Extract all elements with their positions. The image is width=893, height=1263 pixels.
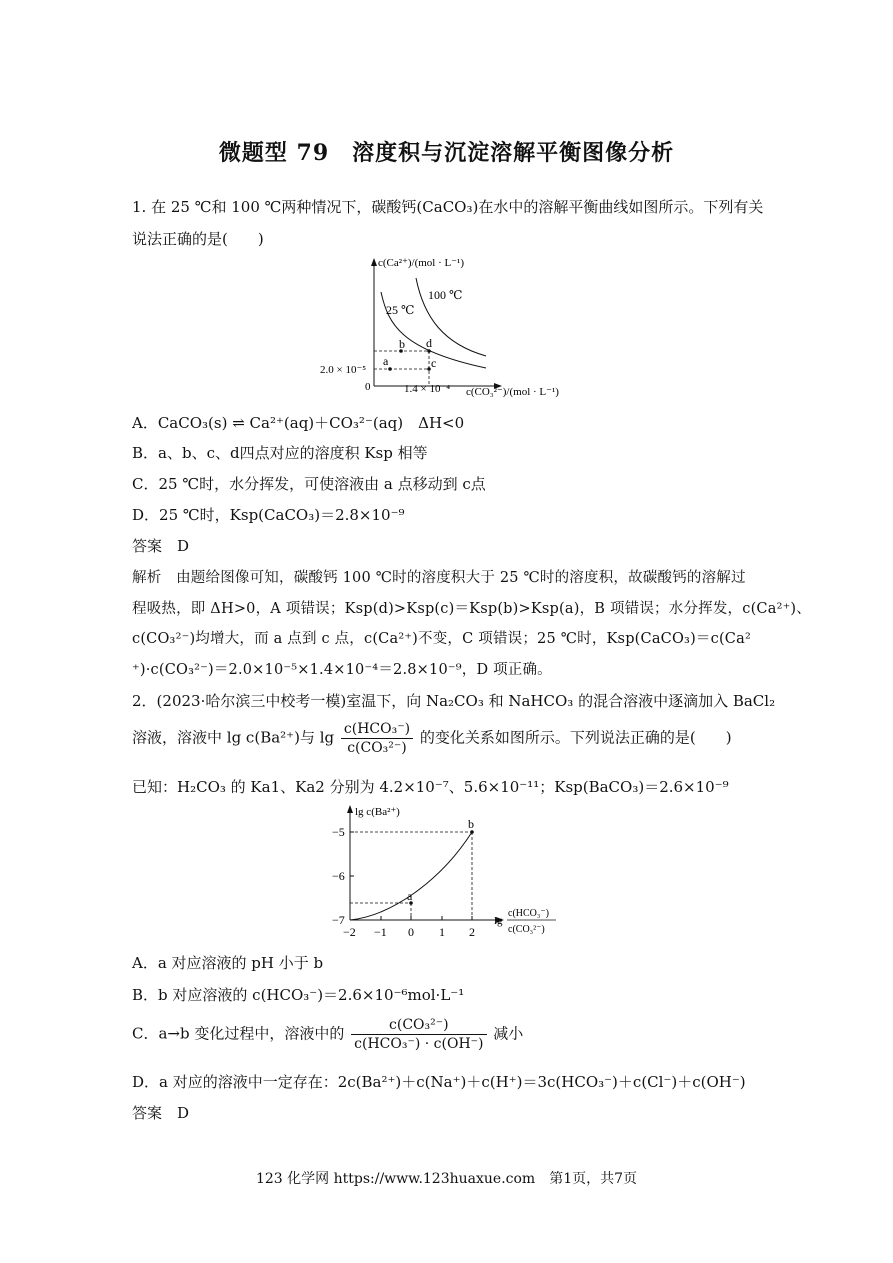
q2-option-d: D．a 对应的溶液中一定存在：2c(Ba²⁺)＋c(Na⁺)＋c(H⁺)＝3c(HCO₃⁻)＋c(Cl⁻)＋c(OH⁻) (132, 1073, 746, 1091)
q1-stem-line1: 1. 在 25 ℃和 100 ℃两种情况下，碳酸钙(CaCO₃)在水中的溶解平衡曲线如图所示。下列有关 (132, 198, 764, 216)
q2-y-arrow (347, 805, 353, 813)
q1-x-tick-label: 1.4 × 10⁻⁴ (404, 383, 451, 395)
q1-y-axis-label: c(Ca²⁺)/(mol · L⁻¹) (378, 257, 465, 269)
q2-label-a: a (407, 889, 413, 903)
q2-stem-line2 (132, 720, 732, 757)
q1-y-arrow (371, 258, 377, 266)
q1-label-c: c (431, 356, 437, 370)
q1-option-b: B．a、b、c、d四点对应的溶度积 Ksp 相等 (132, 444, 428, 462)
q2-stem-numerator: c(HCO₃⁻) (341, 720, 413, 739)
q2-option-c (132, 1016, 523, 1053)
q1-stem-line2: 说法正确的是( ) (132, 230, 264, 248)
q2-known: 已知：H₂CO₃ 的 Ka1、Ka2 分别为 4.2×10⁻⁷、5.6×10⁻¹¹；Ksp(BaCO₃)＝2.6×10⁻⁹ (132, 778, 729, 796)
q2-curve (350, 832, 472, 920)
q2-optc-denominator: c(HCO₃⁻) · c(OH⁻) (354, 1036, 484, 1052)
q2-ytick-3: −7 (332, 913, 345, 927)
q1-solubility-chart (316, 252, 584, 402)
q2-label-b: b (468, 817, 474, 831)
q2-x-axis-label-lg: lg (494, 915, 503, 927)
q1-option-a: A．CaCO₃(s) ⇌ Ca²⁺(aq)＋CO₃²⁻(aq) ΔH<0 (132, 414, 465, 432)
q2-optc-pre: C．a→b 变化过程中，溶液中的 (132, 1024, 345, 1043)
q2-ytick-1: −5 (332, 825, 345, 839)
q2-stem-denominator: c(CO₃²⁻) (347, 740, 407, 756)
q2-xtick-3: 0 (408, 925, 414, 939)
q2-y-axis-label: lg c(Ba²⁺) (355, 806, 400, 818)
q1-analysis-line4: ⁺)·c(CO₃²⁻)＝2.0×10⁻⁵×1.4×10⁻⁴＝2.8×10⁻⁹，D 项正确。 (132, 662, 552, 678)
q1-point-a (388, 367, 392, 371)
page-footer: 123 化学网 https://www.123huaxue.com 第1页，共7页 (255, 1171, 638, 1187)
q2-x-axis-label-num: c(HCO₃⁻) (508, 908, 549, 919)
q2-optc-fraction (351, 1016, 486, 1053)
q2-xtick-5: 2 (469, 925, 475, 939)
q2-stem-pre: 溶液，溶液中 lg c(Ba²⁺)与 lg (132, 728, 335, 747)
q2-option-b: B．b 对应溶液的 c(HCO₃⁻)＝2.6×10⁻⁶mol·L⁻¹ (132, 986, 465, 1004)
q1-origin-label: 0 (365, 381, 371, 393)
q2-stem-post: 的变化关系如图所示。下列说法正确的是( ) (419, 728, 732, 747)
q2-xtick-4: 1 (439, 925, 445, 939)
q1-answer: 答案 D (132, 537, 190, 555)
q2-lg-chart (330, 802, 570, 942)
q1-curve-label-25: 25 ℃ (386, 303, 415, 317)
q1-label-a: a (383, 354, 389, 368)
q2-option-a: A．a 对应溶液的 pH 小于 b (132, 954, 324, 972)
q1-analysis-line2: 程吸热，即 ΔH>0，A 项错误；Ksp(d)>Ksp(c)＝Ksp(b)>Ksp(a)，B 项错误；水分挥发，c(Ca²⁺)、 (132, 601, 811, 617)
q2-stem-fraction (341, 720, 413, 757)
q2-xtick-1: −2 (343, 925, 356, 939)
q2-xtick-2: −1 (374, 925, 387, 939)
q1-option-d: D．25 ℃时，Ksp(CaCO₃)＝2.8×10⁻⁹ (132, 506, 405, 524)
q1-label-d: d (426, 336, 432, 350)
page-title: 微题型 79 溶度积与沉淀溶解平衡图像分析 (218, 140, 675, 166)
q1-label-b: b (399, 337, 405, 351)
q2-answer: 答案 D (132, 1104, 190, 1122)
q2-ytick-2: −6 (332, 869, 345, 883)
q1-analysis-line3: c(CO₃²⁻)均增大，而 a 点到 c 点，c(Ca²⁺)不变，C 项错误；25 ℃时，Ksp(CaCO₃)＝c(Ca² (132, 631, 751, 647)
q1-x-axis-label: c(CO₃²⁻)/(mol · L⁻¹) (466, 386, 559, 398)
q1-curve-label-100: 100 ℃ (428, 288, 463, 302)
q2-optc-post: 减小 (493, 1024, 524, 1043)
q1-y-tick-label: 2.0 × 10⁻⁵ (320, 364, 367, 376)
q1-option-c: C．25 ℃时，水分挥发，可使溶液由 a 点移动到 c点 (132, 475, 486, 493)
q2-stem-line1: 2．(2023·哈尔滨三中校考一模)室温下，向 Na₂CO₃ 和 NaHCO₃ 的混合溶液中逐滴加入 BaCl₂ (132, 692, 776, 710)
q1-analysis-line1: 解析 由题给图像可知，碳酸钙 100 ℃时的溶度积大于 25 ℃时的溶度积，故碳酸钙的溶解过 (132, 570, 746, 586)
q2-x-axis-label-den: c(CO₃²⁻) (508, 924, 545, 935)
q2-optc-numerator: c(CO₃²⁻) (351, 1016, 486, 1035)
